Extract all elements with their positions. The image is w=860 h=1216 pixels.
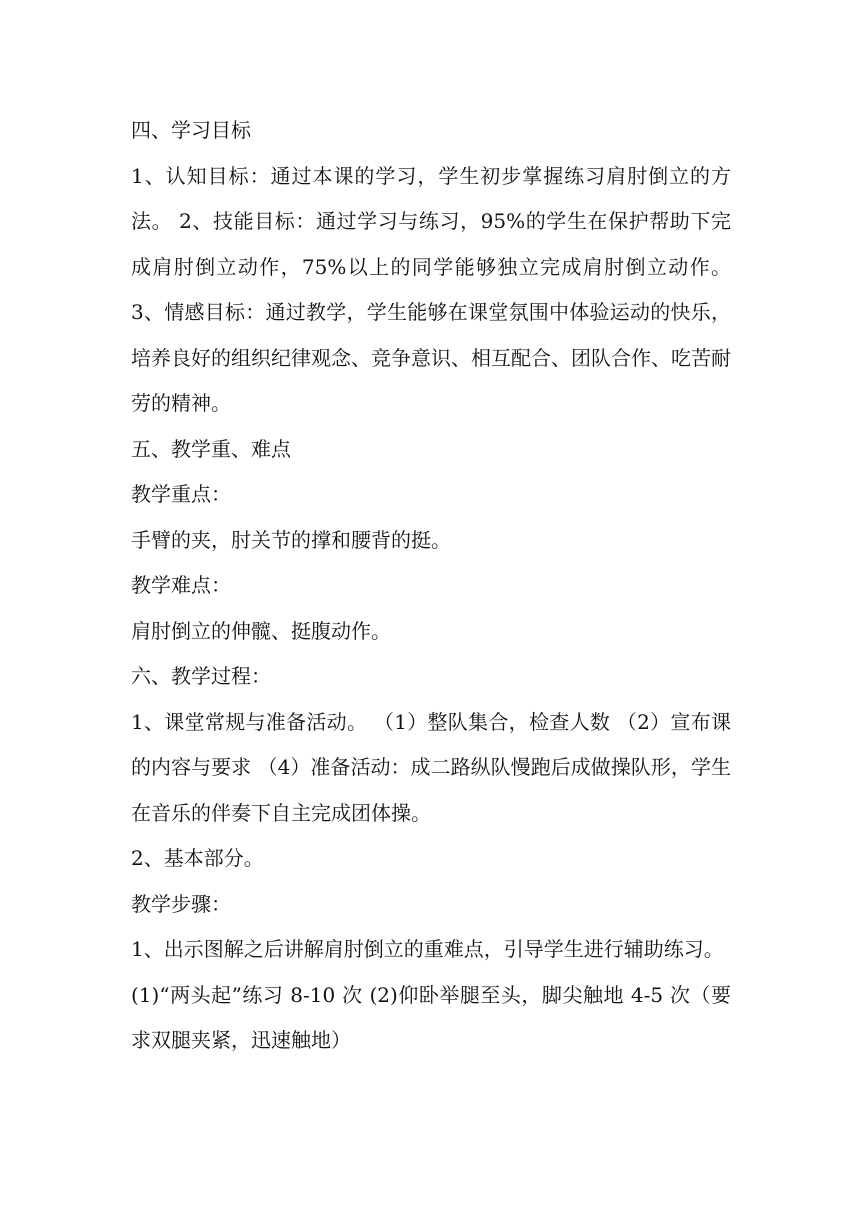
paragraph-warmup: 1、课堂常规与准备活动。 （1）整队集合，检查人数 （2）宣布课的内容与要求 （4）准备活动：成二路纵队慢跑后成做操队形，学生在音乐的伴奏下自主完成团体操。 [131, 709, 731, 825]
paragraph-key-point: 手臂的夹，肘关节的撑和腰背的挺。 [131, 527, 451, 552]
heading-learning-objectives: 四、学习目标 [131, 118, 251, 142]
label-key-point: 教学重点： [131, 482, 231, 506]
paragraph-step-1: 1、出示图解之后讲解肩肘倒立的重难点，引导学生进行辅助练习。 [131, 937, 724, 961]
paragraph-difficult-point: 肩肘倒立的伸髋、挺腹动作。 [131, 618, 391, 643]
paragraph-objectives: 1、认知目标：通过本课的学习，学生初步掌握练习肩肘倒立的方法。 2、技能目标：通过学习与练习，95%的学生在保护帮助下完成肩肘倒立动作，75%以上的同学能够独立完成肩肘倒立动作。 3、情感目标：通过教学，学生能够在课堂氛围中体验运动的快乐，培养良好的组织纪律观念、竞争意识、相互配合、团队合作、吃苦耐劳的精神。 [131, 163, 731, 415]
heading-teaching-process: 六、教学过程： [131, 664, 271, 688]
label-teaching-steps: 教学步骤： [131, 891, 231, 916]
heading-key-difficult-points: 五、教学重、难点 [131, 436, 291, 461]
label-difficult-point: 教学难点： [131, 573, 231, 597]
document-body [131, 108, 731, 1064]
paragraph-exercises: (1)“两头起”练习 8-10 次 (2)仰卧举腿至头，脚尖触地 4-5 次（要求双腿夹紧，迅速触地） [131, 982, 731, 1052]
paragraph-basic-part: 2、基本部分。 [131, 846, 264, 870]
